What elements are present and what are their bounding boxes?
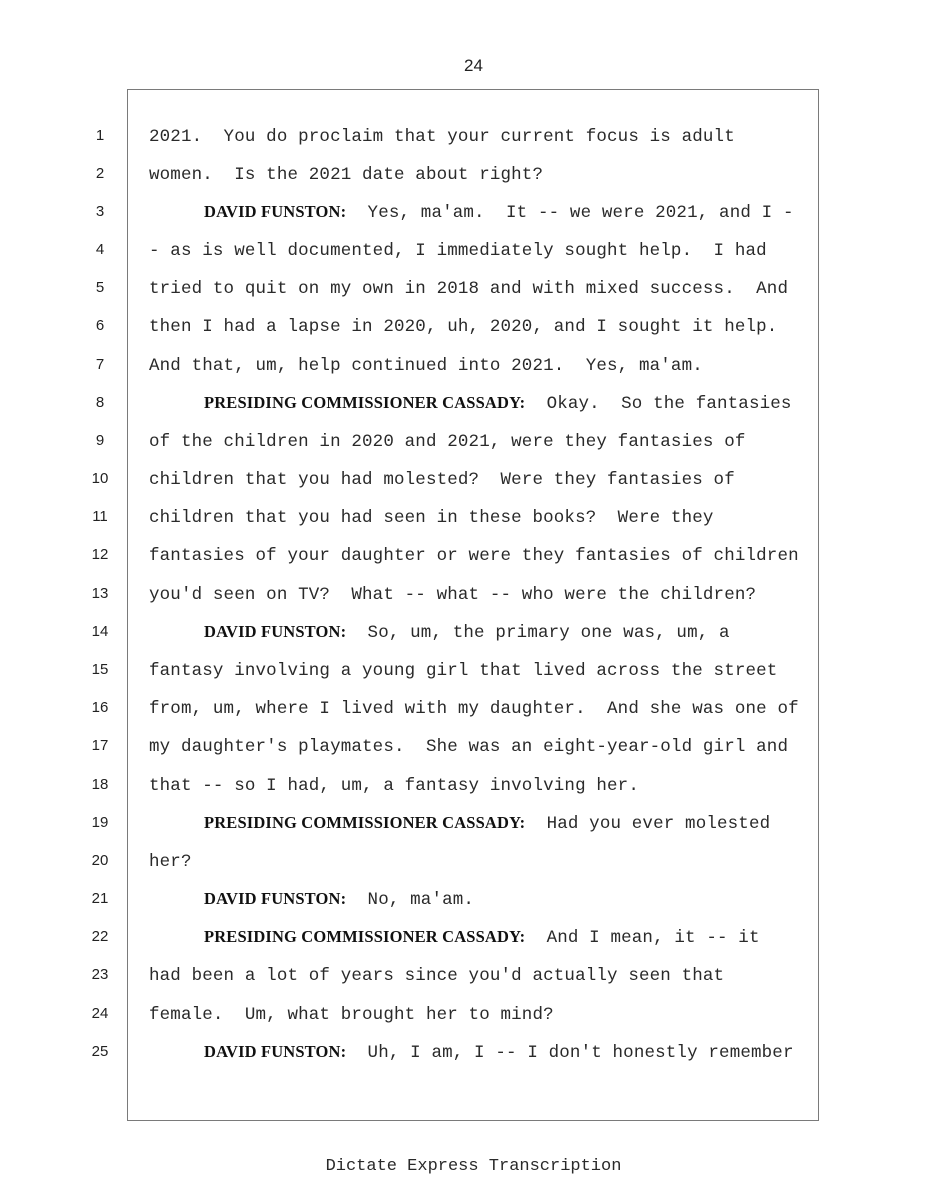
line-text: Okay. So the fantasies [525,394,792,414]
line-number: 23 [91,966,109,983]
line-number: 24 [91,1005,109,1022]
line-text: my daughter's playmates. She was an eight-year-old girl and [149,737,789,757]
line-text: then I had a lapse in 2020, uh, 2020, and I sought it help. [149,317,778,337]
transcript-line [204,202,821,223]
line-number: 6 [95,317,105,334]
line-number: 19 [91,814,109,831]
page-number: 24 [464,56,483,75]
line-text: of the children in 2020 and 2021, were they fantasies of [149,432,746,452]
line-number: 10 [91,470,109,487]
line-text: from, um, where I lived with my daughter. And she was one of [149,699,799,719]
transcript-line [149,507,821,528]
transcript-line [149,1004,821,1025]
line-text: So, um, the primary one was, um, a [346,623,730,643]
transcript-line [149,698,821,719]
line-text: 2021. You do proclaim that your current focus is adult [149,127,735,147]
line-text: that -- so I had, um, a fantasy involving her. [149,776,639,796]
speaker-label: PRESIDING COMMISSIONER CASSADY: [204,393,526,412]
transcript-line [149,469,821,490]
line-text: women. Is the 2021 date about right? [149,165,544,185]
line-number: 5 [95,279,105,296]
line-text: fantasy involving a young girl that lived across the street [149,661,778,681]
line-number: 11 [92,508,108,525]
line-number: 4 [95,241,105,258]
line-text: No, ma'am. [346,890,475,910]
transcript-line [149,164,821,185]
speaker-label: DAVID FUNSTON: [204,622,347,641]
line-number: 14 [91,623,109,640]
transcript-line [204,393,821,414]
transcript-line [149,736,821,757]
transcript-line [204,622,821,643]
line-text: Yes, ma'am. It -- we were 2021, and I - [346,203,794,223]
line-number: 9 [95,432,105,449]
line-text: children that you had seen in these books? Were they [149,508,714,528]
transcript-line [204,1042,821,1063]
transcript-line [149,240,821,261]
line-number: 22 [91,928,109,945]
line-number: 21 [91,890,109,907]
line-text: Had you ever molested [525,814,771,834]
transcript-line [149,851,821,872]
line-text: female. Um, what brought her to mind? [149,1005,554,1025]
line-number: 18 [91,776,109,793]
transcript-line [149,545,821,566]
line-number: 7 [95,356,105,373]
transcript-line [149,126,821,147]
line-text: children that you had molested? Were they fantasies of [149,470,735,490]
line-number: 12 [91,546,109,563]
line-text: And that, um, help continued into 2021. Yes, ma'am. [149,356,703,376]
transcript-line [204,927,821,948]
line-number: 8 [95,394,105,411]
line-text: tried to quit on my own in 2018 and with mixed success. And [149,279,789,299]
line-number: 17 [91,737,109,754]
transcript-line [149,965,821,986]
line-text: you'd seen on TV? What -- what -- who were the children? [149,585,757,605]
line-text: her? [149,852,192,872]
line-number: 16 [91,699,109,716]
speaker-label: DAVID FUNSTON: [204,1042,347,1061]
speaker-label: PRESIDING COMMISSIONER CASSADY: [204,813,526,832]
transcript-line [149,355,821,376]
speaker-label: DAVID FUNSTON: [204,202,347,221]
transcript-line [204,813,821,834]
line-number: 20 [91,852,109,869]
line-number: 3 [95,203,105,220]
line-number: 1 [95,127,105,144]
line-text: Uh, I am, I -- I don't honestly remember [346,1043,794,1063]
transcript-line [149,278,821,299]
transcript-line [149,775,821,796]
speaker-label: PRESIDING COMMISSIONER CASSADY: [204,927,526,946]
line-number: 15 [91,661,109,678]
footer-text: Dictate Express Transcription [325,1157,622,1176]
line-number: 13 [91,585,109,602]
transcript-line [149,431,821,452]
transcript-line [149,584,821,605]
transcript-line [149,316,821,337]
line-text: And I mean, it -- it [525,928,760,948]
line-text: - as is well documented, I immediately sought help. I had [149,241,767,261]
transcript-line [204,889,821,910]
line-text: fantasies of your daughter or were they fantasies of children [149,546,799,566]
line-number: 2 [95,165,105,182]
line-text: had been a lot of years since you'd actually seen that [149,966,725,986]
line-number: 25 [91,1043,109,1060]
speaker-label: DAVID FUNSTON: [204,889,347,908]
transcript-line [149,660,821,681]
